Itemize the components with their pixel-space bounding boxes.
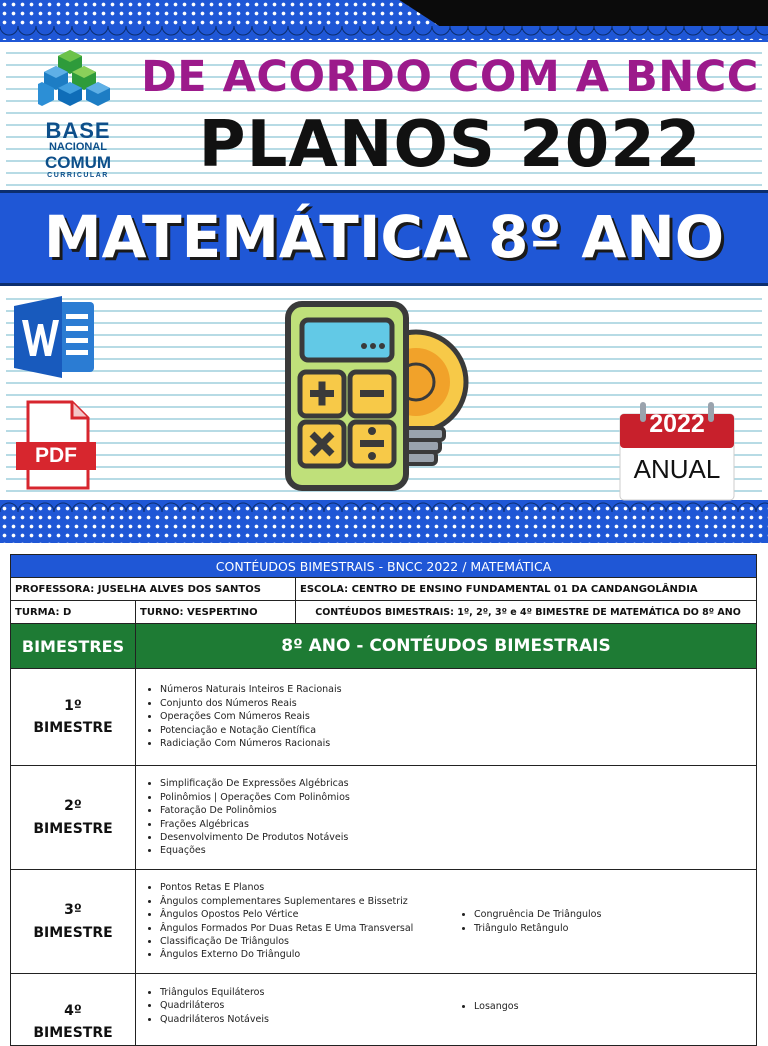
logo-word-curricular: CURRICULAR bbox=[47, 172, 109, 179]
teacher-cell: PROFESSORA: JUSELHA ALVES DOS SANTOS bbox=[11, 578, 296, 601]
bimester-number: 1º bbox=[64, 697, 82, 714]
topic-item: • Ângulos Formados Por Duas Retas E Uma Transversal bbox=[160, 922, 450, 935]
topic-item: • Pontos Retas E Planos bbox=[160, 881, 450, 894]
topic-item: • Triângulo Retângulo bbox=[474, 922, 601, 935]
bimester-cell bbox=[11, 974, 136, 1046]
contents-cell bbox=[136, 669, 757, 766]
contents-cell bbox=[136, 766, 757, 870]
calendar-label: ANUAL bbox=[633, 454, 721, 484]
logo-word-comum: COMUM bbox=[44, 153, 112, 172]
bimester-label: BIMESTRE bbox=[33, 924, 113, 941]
contents-cell bbox=[136, 974, 757, 1046]
topic-item: • Desenvolvimento De Produtos Notáveis bbox=[160, 831, 450, 844]
pdf-icon bbox=[14, 400, 98, 490]
school-cell: ESCOLA: CENTRO DE ENSINO FUNDAMENTAL 01 DA CANDANGOLÂNDIA bbox=[296, 578, 757, 601]
topic-item: • Polinômios | Operações Com Polinômios bbox=[160, 791, 450, 804]
calculator-icon bbox=[284, 300, 470, 492]
topic-item: • Classificação De Triângulos bbox=[160, 935, 450, 948]
polka-dot-band-top bbox=[0, 0, 768, 42]
topic-item: • Operações Com Números Reais bbox=[160, 710, 450, 723]
topic-item: • Radiciação Com Números Racionais bbox=[160, 737, 450, 750]
polka-dot-band-bottom bbox=[0, 500, 768, 543]
pdf-label: PDF bbox=[35, 444, 77, 467]
calendar-icon bbox=[618, 400, 736, 502]
shift-cell: TURNO: VESPERTINO bbox=[136, 601, 296, 624]
topic-item: • Losangos bbox=[474, 1000, 519, 1013]
table-row bbox=[11, 974, 757, 1046]
bimester-number: 4º bbox=[64, 1003, 82, 1019]
cover-title: PLANOS 2022 bbox=[198, 108, 702, 182]
logo-word-base: BASE bbox=[45, 118, 111, 143]
topic-item: • Frações Algébricas bbox=[160, 818, 450, 831]
bimester-cell bbox=[11, 766, 136, 870]
calendar-year: 2022 bbox=[649, 410, 705, 438]
topic-item: • Potenciação e Notação Científica bbox=[160, 724, 450, 737]
topic-list bbox=[136, 986, 450, 1026]
contents-table bbox=[10, 554, 757, 1046]
topic-list bbox=[450, 908, 601, 935]
topic-item: • Congruência De Triângulos bbox=[474, 908, 601, 921]
topic-item: • Ângulos complementares Suplementares e Bissetriz bbox=[160, 895, 450, 908]
topic-list bbox=[136, 683, 450, 750]
topic-list bbox=[136, 777, 450, 857]
table-row bbox=[11, 669, 757, 766]
class-cell: TURMA: D bbox=[11, 601, 136, 624]
topic-list bbox=[136, 881, 450, 961]
bimester-label: BIMESTRE bbox=[33, 1025, 113, 1042]
bimester-number: 2º bbox=[64, 798, 82, 815]
topic-item: • Quadriláteros bbox=[160, 999, 450, 1012]
contents-cell bbox=[136, 870, 757, 974]
table-row bbox=[11, 870, 757, 974]
topic-list bbox=[450, 1000, 519, 1013]
topic-item: • Ângulos Opostos Pelo Vértice bbox=[160, 908, 450, 921]
bncc-logo bbox=[38, 46, 118, 184]
topic-item: • Ângulos Externo Do Triângulo bbox=[160, 948, 450, 961]
topic-item: • Conjunto dos Números Reais bbox=[160, 697, 450, 710]
table-row bbox=[11, 766, 757, 870]
cover-subtitle: DE ACORDO COM A BNCC bbox=[141, 52, 759, 102]
topic-item: • Fatoração De Polinômios bbox=[160, 804, 450, 817]
subject-title: MATEMÁTICA 8º ANO bbox=[43, 203, 725, 271]
bimester-label: BIMESTRE bbox=[33, 820, 113, 837]
contents-header: 8º ANO - CONTÉUDOS BIMESTRAIS bbox=[136, 624, 757, 669]
contents-info-cell: CONTÉUDOS BIMESTRAIS: 1º, 2º, 3º e 4º BIMESTRE DE MATEMÁTICA DO 8º ANO bbox=[296, 601, 757, 624]
cubes-icon bbox=[38, 46, 118, 116]
bimester-cell bbox=[11, 870, 136, 974]
topic-item: • Triângulos Equiláteros bbox=[160, 986, 450, 999]
logo-word-nacional: NACIONAL bbox=[48, 141, 108, 153]
topic-item: • Equações bbox=[160, 844, 450, 857]
topic-item: • Quadriláteros Notáveis bbox=[160, 1013, 450, 1026]
bimester-number: 3º bbox=[64, 902, 82, 919]
bimester-cell bbox=[11, 669, 136, 766]
word-icon bbox=[12, 292, 98, 382]
bimester-label: BIMESTRE bbox=[33, 720, 113, 736]
topic-item: • Simplificação De Expressões Algébricas bbox=[160, 777, 450, 790]
subject-band bbox=[0, 190, 768, 286]
table-header: CONTÉUDOS BIMESTRAIS - BNCC 2022 / MATEMÁTICA bbox=[11, 555, 757, 578]
topic-item: • Números Naturais Inteiros E Racionais bbox=[160, 683, 450, 696]
bimestres-header: BIMESTRES bbox=[11, 624, 136, 669]
